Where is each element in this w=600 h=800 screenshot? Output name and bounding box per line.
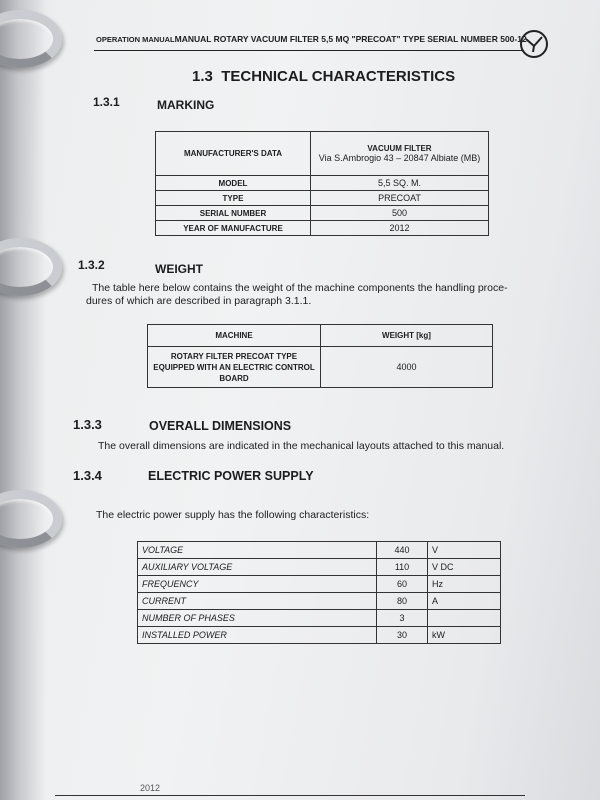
power-label: AUXILIARY VOLTAGE [138, 559, 377, 576]
marking-value: 2012 [311, 221, 489, 236]
marking-value: 500 [311, 206, 489, 221]
marking-label: YEAR OF MANUFACTURE [156, 221, 311, 236]
power-unit: V [428, 542, 501, 559]
subsection-number: 1.3.1 [93, 95, 120, 109]
weight-text: The table here below contains the weight of the machine components the handling proce- [92, 282, 508, 294]
marking-label: MODEL [156, 176, 311, 191]
binder-ring [0, 238, 62, 296]
section-title-text: TECHNICAL CHARACTERISTICS [221, 68, 456, 85]
subsection-title: MARKING [157, 98, 215, 112]
power-table [137, 541, 501, 644]
power-intro: The electric power supply has the following characteristics: [96, 509, 370, 521]
header-rule [94, 50, 524, 51]
binder-ring [0, 490, 62, 548]
power-label: CURRENT [138, 593, 377, 610]
marking-label: TYPE [156, 191, 311, 206]
subsection-number: 1.3.3 [73, 417, 102, 432]
footer-rule [55, 795, 525, 796]
machine-line: BOARD [219, 373, 249, 383]
manufacturer-name: VACUUM FILTER [367, 144, 432, 153]
power-unit: A [428, 593, 501, 610]
marking-table [155, 131, 489, 236]
machine-line: EQUIPPED WITH AN ELECTRIC CONTROL [153, 362, 315, 372]
binder-shadow [0, 0, 46, 800]
subsection-title: WEIGHT [155, 262, 203, 276]
header-right: SERIAL NUMBER 500-12 [427, 34, 527, 44]
header-left: OPERATION MANUAL [96, 35, 175, 44]
manufacturer-cell [311, 132, 489, 176]
power-value: 60 [377, 576, 428, 593]
power-label: NUMBER OF PHASES [138, 610, 377, 627]
weight-col-weight: WEIGHT [kg] [321, 325, 493, 347]
section-title [192, 68, 455, 85]
marking-value: 5,5 SQ. M. [311, 176, 489, 191]
section-number: 1.3 [192, 68, 213, 85]
power-value: 30 [377, 627, 428, 644]
power-label: INSTALLED POWER [138, 627, 377, 644]
machine-line: ROTARY FILTER PRECOAT TYPE [170, 351, 298, 361]
power-value: 80 [377, 593, 428, 610]
power-value: 440 [377, 542, 428, 559]
marking-value: PRECOAT [311, 191, 489, 206]
power-unit: V DC [428, 559, 501, 576]
weight-col-machine: MACHINE [148, 325, 321, 347]
power-unit: Hz [428, 576, 501, 593]
power-value: 3 [377, 610, 428, 627]
subsection-number: 1.3.4 [73, 468, 102, 483]
header-middle: MANUAL ROTARY VACUUM FILTER 5,5 MQ "PRECOAT" TYPE [174, 34, 426, 44]
footer-text: 2012 [140, 783, 161, 793]
page-header [96, 34, 527, 44]
binder-ring [0, 10, 62, 68]
subsection-number: 1.3.2 [78, 258, 105, 272]
power-unit [428, 610, 501, 627]
manufacturer-address: Via S.Ambrogio 43 – 20847 Albiate (MB) [318, 153, 481, 163]
power-unit: kW [428, 627, 501, 644]
marking-label: SERIAL NUMBER [156, 206, 311, 221]
power-label: VOLTAGE [138, 542, 377, 559]
weight-text: dures of which are described in paragraph 3.1.1. [86, 295, 312, 307]
power-value: 110 [377, 559, 428, 576]
manufacturer-label: MANUFACTURER'S DATA [156, 132, 311, 176]
dimensions-text: The overall dimensions are indicated in the mechanical layouts attached to this manual. [98, 440, 505, 452]
power-label: FREQUENCY [138, 576, 377, 593]
subsection-title: OVERALL DIMENSIONS [149, 419, 292, 433]
machine-description [148, 347, 321, 388]
weight-table [147, 324, 493, 388]
company-logo [520, 30, 548, 58]
subsection-title: ELECTRIC POWER SUPPLY [148, 469, 314, 483]
weight-value: 4000 [321, 347, 493, 388]
